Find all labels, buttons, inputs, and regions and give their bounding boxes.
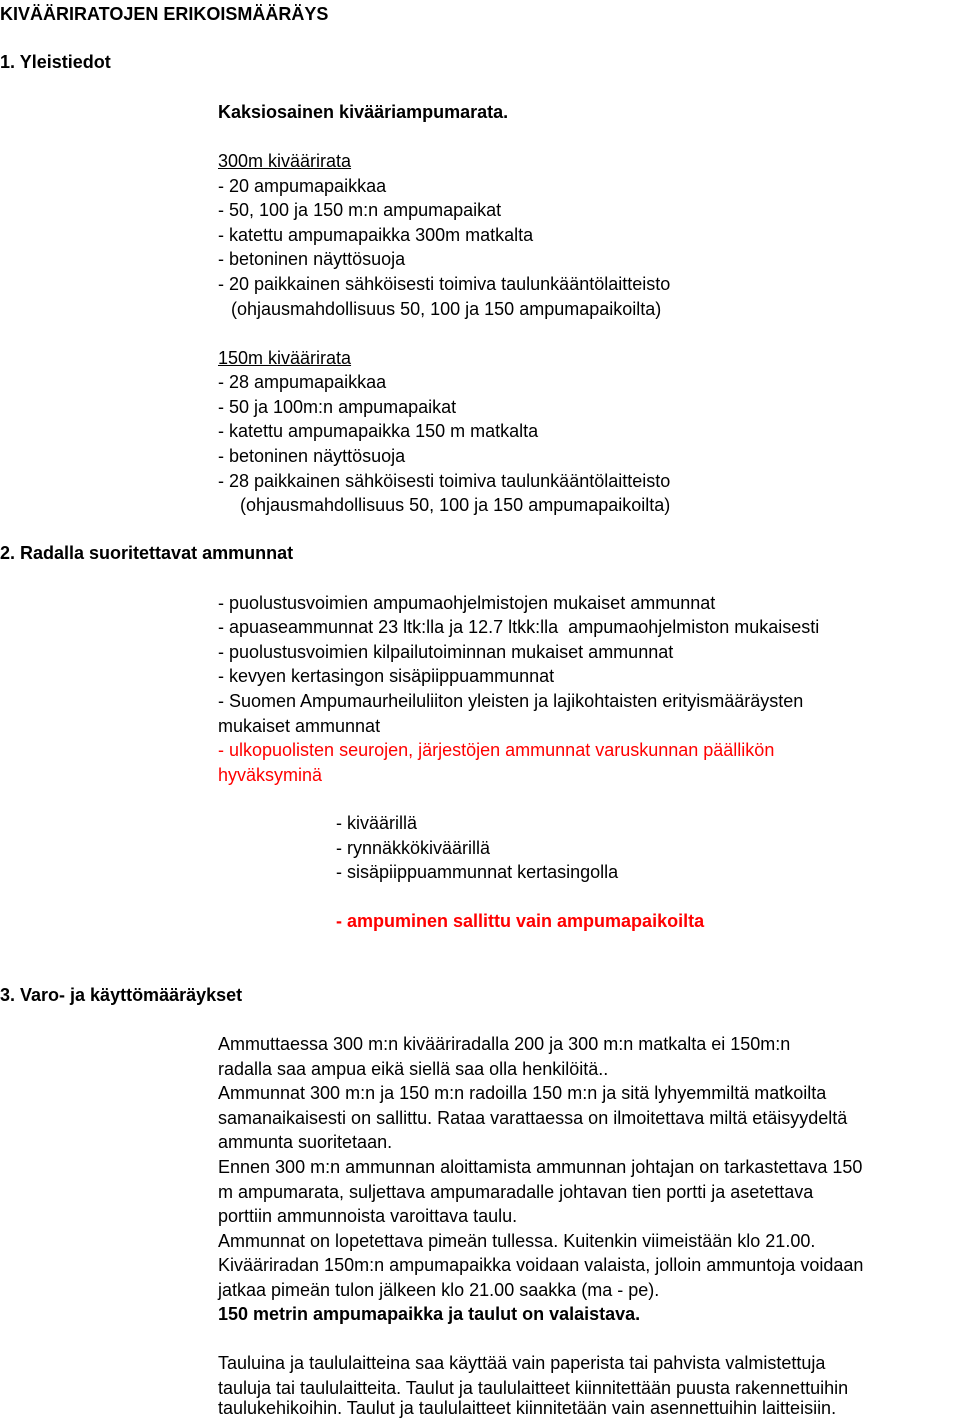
paragraph-line: jatkaa pimeän tulon jälkeen klo 21.00 saakka (ma - pe). (218, 1280, 660, 1300)
list-item: - puolustusvoimien kilpailutoiminnan mukaiset ammunnat (218, 642, 674, 662)
list-item-highlighted: hyväksyminä (218, 765, 323, 785)
list-item: (ohjausmahdollisuus 50, 100 ja 150 ampumapaikoilta) (240, 495, 671, 515)
document-title: KIVÄÄRIRATOJEN ERIKOISMÄÄRÄYS (0, 4, 329, 24)
list-item: (ohjausmahdollisuus 50, 100 ja 150 ampumapaikoilta) (231, 299, 662, 319)
list-item: - kevyen kertasingon sisäpiippuammunnat (218, 666, 555, 686)
paragraph-line: m ampumarata, suljettava ampumaradalle johtavan tien portti ja asetettava (218, 1182, 814, 1202)
list-item: - apuaseammunnat 23 ltk:lla ja 12.7 ltkk:lla ampumaohjelmiston mukaisesti (218, 617, 820, 637)
paragraph-line: samanaikaisesti on sallittu. Rataa varattaessa on ilmoitettava miltä etäisyydeltä (218, 1108, 848, 1128)
list-item: mukaiset ammunnat (218, 716, 381, 736)
paragraph-line: Ammunnat on lopetettava pimeän tullessa. Kuitenkin viimeistään klo 21.00. (218, 1231, 816, 1251)
list-item: - betoninen näyttösuoja (218, 446, 406, 466)
paragraph-line: Ammunnat 300 m:n ja 150 m:n radoilla 150 m:n ja sitä lyhyemmiltä matkoilta (218, 1083, 827, 1103)
paragraph-line: Kivääriradan 150m:n ampumapaikka voidaan valaista, jolloin ammuntoja voidaan (218, 1255, 864, 1275)
list-item: - Suomen Ampumaurheiluliiton yleisten ja lajikohtaisten erityismääräysten (218, 691, 804, 711)
list-item: - puolustusvoimien ampumaohjelmistojen mukaiset ammunnat (218, 593, 716, 613)
paragraph-line: taulukehikoihin. Taulut ja taululaitteet kiinnitetään vain asennettuihin laitteisiin. (218, 1398, 837, 1418)
list-item: - katettu ampumapaikka 150 m matkalta (218, 421, 539, 441)
restriction-note: - ampuminen sallittu vain ampumapaikoilta (336, 911, 705, 931)
list-item: - katettu ampumapaikka 300m matkalta (218, 225, 534, 245)
list-item-highlighted: - ulkopuolisten seurojen, järjestöjen ammunnat varuskunnan päällikön (218, 740, 775, 760)
list-item: - 20 ampumapaikkaa (218, 176, 387, 196)
paragraph-line: tauluja tai taululaitteita. Taulut ja taululaitteet kiinnitettään puusta rakennettuihin (218, 1378, 849, 1398)
paragraph-line: ammunta suoritetaan. (218, 1132, 393, 1152)
paragraph-line: Tauluina ja taululaitteina saa käyttää vain paperista tai pahvista valmistettuja (218, 1353, 826, 1373)
section-3-heading: 3. Varo- ja käyttömääräykset (0, 985, 243, 1005)
range-150-heading: 150m kiväärirata (218, 348, 352, 368)
section-1-subtitle: Kaksiosainen kivääriampumarata. (218, 102, 509, 122)
paragraph-line: radalla saa ampua eikä siellä saa olla henkilöitä.. (218, 1059, 609, 1079)
list-item: - betoninen näyttösuoja (218, 249, 406, 269)
list-item: - kiväärillä (336, 813, 418, 833)
list-item: - 50 ja 100m:n ampumapaikat (218, 397, 457, 417)
paragraph-line: Ammuttaessa 300 m:n kivääriradalla 200 ja 300 m:n matkalta ei 150m:n (218, 1034, 791, 1054)
range-300-heading: 300m kiväärirata (218, 151, 352, 171)
list-item: - rynnäkkökiväärillä (336, 838, 491, 858)
paragraph-line: Ennen 300 m:n ammunnan aloittamista ammunnan johtajan on tarkastettava 150 (218, 1157, 863, 1177)
list-item: - 28 ampumapaikkaa (218, 372, 387, 392)
emphasis-line: 150 metrin ampumapaikka ja taulut on valaistava. (218, 1304, 641, 1324)
paragraph-line: porttiin ammunnoista varoittava taulu. (218, 1206, 518, 1226)
section-2-heading: 2. Radalla suoritettavat ammunnat (0, 543, 294, 563)
list-item: - 50, 100 ja 150 m:n ampumapaikat (218, 200, 502, 220)
list-item: - sisäpiippuammunnat kertasingolla (336, 862, 619, 882)
list-item: - 28 paikkainen sähköisesti toimiva taulunkääntölaitteisto (218, 471, 671, 491)
list-item: - 20 paikkainen sähköisesti toimiva taulunkääntölaitteisto (218, 274, 671, 294)
section-1-heading: 1. Yleistiedot (0, 52, 111, 72)
